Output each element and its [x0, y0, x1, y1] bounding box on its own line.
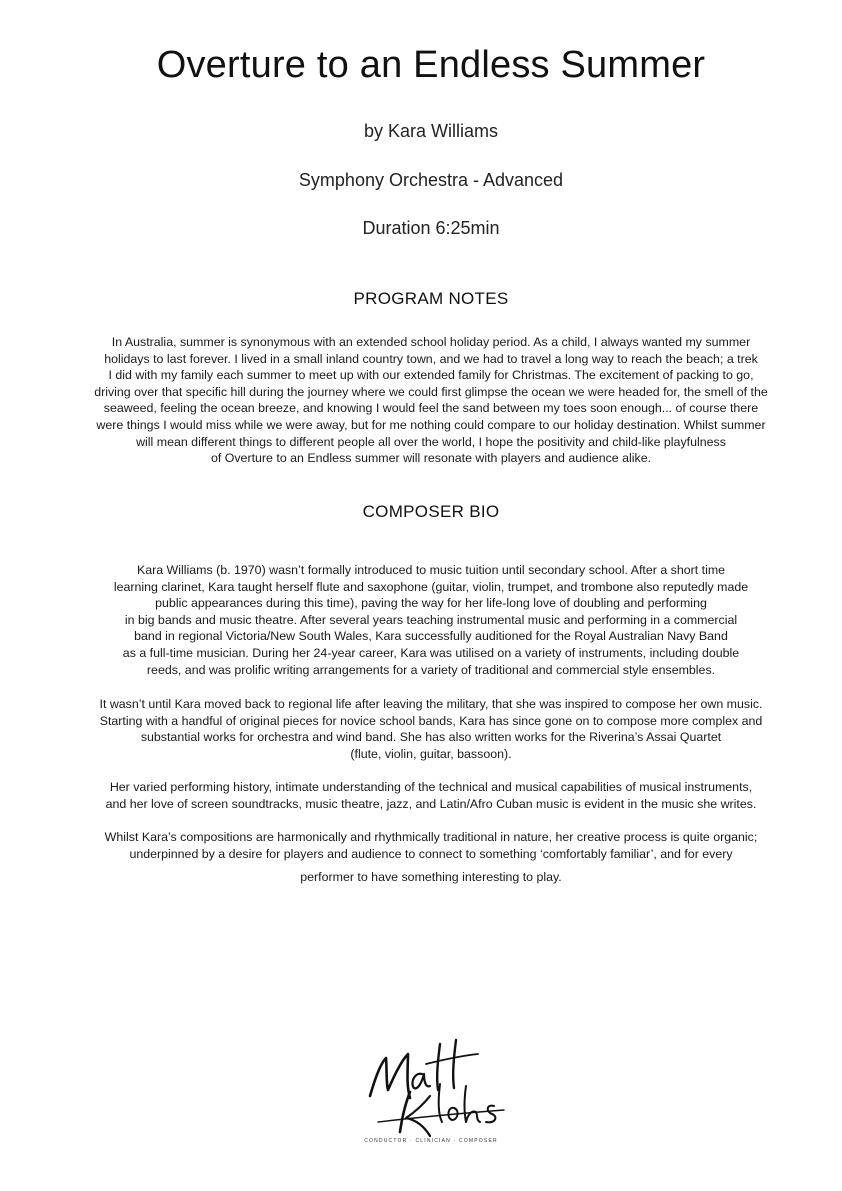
- text-line: seaweed, feeling the ocean breeze, and knowing I would feel the sand between my toes soon enough... of course there: [103, 401, 759, 416]
- text-line: in big bands and music theatre. After several years teaching instrumental music and performing in a commercial: [124, 612, 738, 627]
- text-line: It wasn’t until Kara moved back to regional life after leaving the military, that she was inspired to compose her own music.: [99, 697, 763, 711]
- bio-paragraph-3: [40, 779, 822, 812]
- text-line: learning clarinet, Kara taught herself flute and saxophone (guitar, violin, trumpet, and trombone also reputedly made: [113, 579, 749, 594]
- duration: Duration 6:25min: [362, 218, 500, 238]
- composer-bio-heading: COMPOSER BIO: [362, 502, 500, 521]
- text-line: driving over that specific hill during the journey where we could first glimpse the ocean we were headed for, the smell of the: [94, 384, 768, 399]
- text-line: will mean different things to different people all over the world, I hope the positivity and child-like playfulness: [136, 434, 726, 449]
- text-line: were things I would miss while we were away, but for me nothing could compare to our holiday destination. Whilst summer: [96, 417, 766, 432]
- text-line: In Australia, summer is synonymous with an extended school holiday period. As a child, I always wanted my summer: [111, 335, 751, 349]
- text-line: I did with my family each summer to meet up with our extended family for Christmas. The excitement of packing to go,: [108, 368, 754, 383]
- text-line: (flute, violin, guitar, bassoon).: [350, 746, 512, 761]
- text-line: underpinned by a desire for players and audience to connect to something ‘comfortably familiar’, and for every: [129, 846, 733, 861]
- text-line: as a full-time musician. During her 24-year career, Kara was utilised on a variety of instruments, including double: [122, 645, 740, 660]
- text-line: of Overture to an Endless summer will resonate with players and audience alike.: [210, 451, 652, 466]
- bio-paragraph-4: [40, 829, 822, 886]
- ensemble-level: Symphony Orchestra - Advanced: [298, 170, 564, 190]
- bio-paragraph-1: [40, 562, 822, 678]
- text-line: Kara Williams (b. 1970) wasn’t formally introduced to music tuition until secondary school. After a short time: [136, 563, 726, 577]
- signature-logo: [356, 1034, 506, 1146]
- bio-paragraph-2: [40, 696, 822, 762]
- text-line: Her varied performing history, intimate understanding of the technical and musical capabilities of musical instruments,: [109, 780, 753, 794]
- piece-title: Overture to an Endless Summer: [156, 44, 706, 86]
- text-line: band in regional Victoria/New South Wales, Kara successfully auditioned for the Royal Australian Navy Band: [134, 629, 728, 644]
- text-line: reeds, and was prolific writing arrangements for a variety of traditional and commercial style ensembles.: [146, 662, 716, 677]
- logo-tagline: CONDUCTOR · CLINICIAN · COMPOSER: [364, 1138, 498, 1144]
- text-line: substantial works for orchestra and wind band. She has also written works for the Riverina’s Assai Quartet: [140, 730, 722, 745]
- program-notes-heading: PROGRAM NOTES: [353, 289, 509, 308]
- composer-byline: by Kara Williams: [363, 121, 499, 141]
- text-line: Starting with a handful of original pieces for novice school bands, Kara has since gone on to compose more complex and: [99, 713, 763, 728]
- text-line: holidays to last forever. I lived in a small inland country town, and we had to travel a long way to reach the beach; a trek: [104, 351, 758, 366]
- text-line: performer to have something interesting to play.: [300, 870, 562, 885]
- text-line: and her love of screen soundtracks, music theatre, jazz, and Latin/Afro Cuban music is evident in the music she writes.: [105, 796, 757, 811]
- text-line: public appearances during this time), paving the way for her life-long love of doubling and performing: [155, 596, 707, 611]
- program-notes-text: [40, 334, 822, 467]
- text-line: Whilst Kara’s compositions are harmonically and rhythmically traditional in nature, her creative process is quite organic;: [104, 830, 758, 844]
